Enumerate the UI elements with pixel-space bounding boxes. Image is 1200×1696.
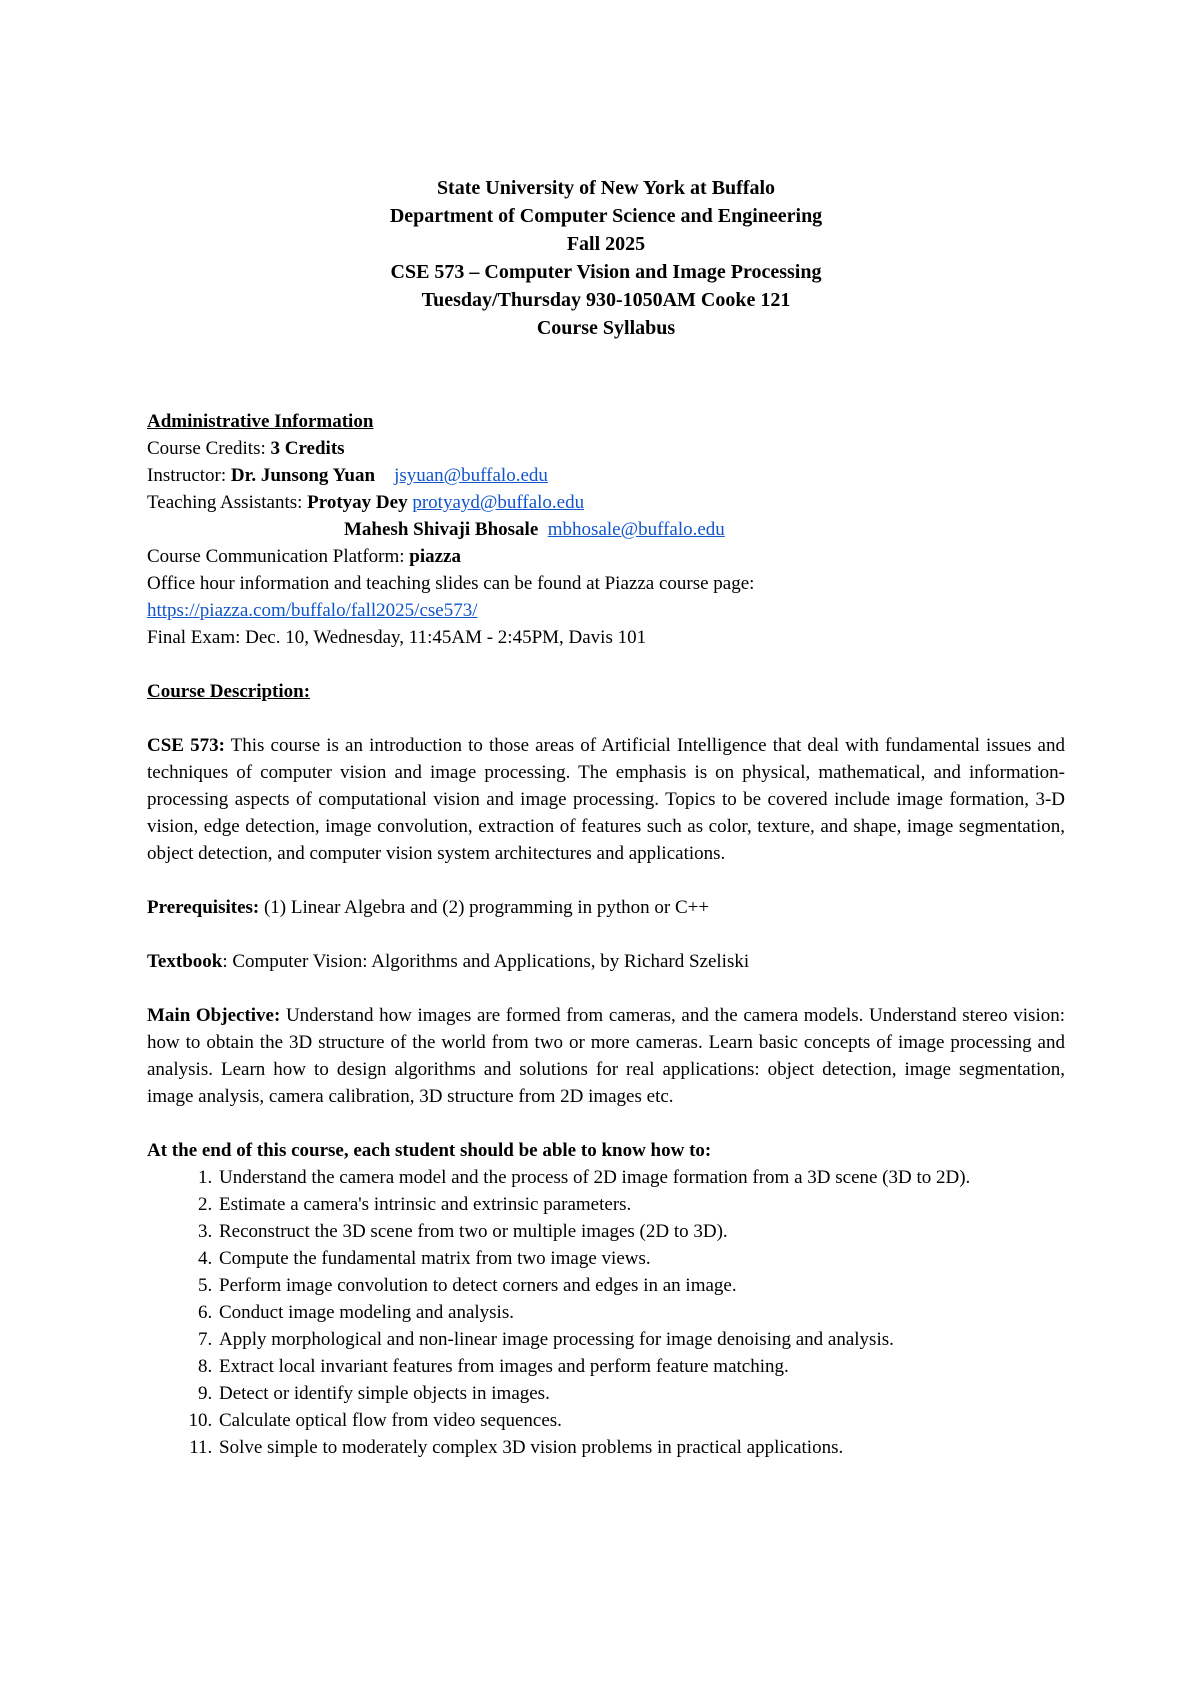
description-body: This course is an introduction to those areas of Artificial Intelligence that deal with fundamental issues and techniques of computer vision and image processing. The emphasis is on physical, mathematical, and information-processing aspects of computational vision and image processing. Topics to be covered include image formation, 3-D vision, edge detection, image convolution, extraction of features such as color, texture, and shape, image segmentation, object detection, and computer vision system architectures and applications.	[147, 735, 1065, 864]
list-item: 10. Calculate optical flow from video sequences.	[217, 1407, 1065, 1434]
university-name: State University of New York at Buffalo	[436, 177, 776, 199]
ta1-email-link[interactable]: protyayd@buffalo.edu	[412, 492, 585, 513]
ta-line-2	[147, 516, 1065, 543]
ta2-name: Mahesh Shivaji Bhosale	[344, 519, 539, 540]
platform-value: piazza	[409, 546, 461, 567]
outcomes-section	[147, 1137, 1065, 1461]
list-item: 2. Estimate a camera's intrinsic and extrinsic parameters.	[217, 1191, 1065, 1218]
instructor-email-link[interactable]: jsyuan@buffalo.edu	[394, 465, 548, 486]
course-title: CSE 573 – Computer Vision and Image Processing	[390, 261, 822, 283]
piazza-course-link[interactable]: https://piazza.com/buffalo/fall2025/cse573/	[147, 600, 478, 621]
textbook-label: Textbook	[147, 951, 223, 972]
description-lead: CSE 573:	[147, 735, 225, 756]
spacer	[147, 867, 1065, 894]
term: Fall 2025	[566, 233, 646, 255]
instructor-label: Instructor:	[147, 465, 231, 486]
department-name: Department of Computer Science and Engineering	[389, 205, 823, 227]
document-header	[147, 174, 1065, 342]
textbook-text: : Computer Vision: Algorithms and Applications, by Richard Szeliski	[222, 951, 750, 972]
ta2-email-link[interactable]: mbhosale@buffalo.edu	[547, 519, 725, 540]
instructor-line	[147, 462, 1065, 489]
objective-label: Main Objective:	[147, 1005, 281, 1026]
list-item: 6. Conduct image modeling and analysis.	[217, 1299, 1065, 1326]
spacer	[147, 975, 1065, 1002]
list-item: 7. Apply morphological and non-linear image processing for image denoising and analysis.	[217, 1326, 1065, 1353]
course-credits	[147, 435, 1065, 462]
office-hours-info: Office hour information and teaching slides can be found at Piazza course page:	[147, 573, 755, 594]
spacer	[147, 921, 1065, 948]
prerequisites-text: (1) Linear Algebra and (2) programming in python or C++	[259, 897, 710, 918]
administrative-section	[147, 408, 1065, 651]
communication-platform	[147, 543, 1065, 570]
syllabus-page	[147, 174, 1065, 1461]
list-item: 8. Extract local invariant features from images and perform feature matching.	[217, 1353, 1065, 1380]
list-item: 3. Reconstruct the 3D scene from two or multiple images (2D to 3D).	[217, 1218, 1065, 1245]
outcomes-heading: At the end of this course, each student should be able to know how to:	[147, 1140, 712, 1161]
class-schedule: Tuesday/Thursday 930-1050AM Cooke 121	[421, 289, 791, 311]
spacer	[147, 651, 1065, 678]
main-objective	[147, 1002, 1065, 1110]
description-heading: Course Description:	[147, 681, 311, 702]
ta1-name: Protyay Dey	[307, 492, 408, 513]
ta-label: Teaching Assistants:	[147, 492, 308, 513]
outcomes-list	[147, 1164, 1065, 1461]
prerequisites-label: Prerequisites:	[147, 897, 260, 918]
final-exam-info: Final Exam: Dec. 10, Wednesday, 11:45AM - 2:45PM, Davis 101	[147, 627, 647, 648]
list-item: 11. Solve simple to moderately complex 3D vision problems in practical applications.	[217, 1434, 1065, 1461]
administrative-heading: Administrative Information	[147, 411, 374, 432]
list-item: 9. Detect or identify simple objects in images.	[217, 1380, 1065, 1407]
list-item: 4. Compute the fundamental matrix from two image views.	[217, 1245, 1065, 1272]
instructor-name: Dr. Junsong Yuan	[230, 465, 376, 486]
objective-text: Understand how images are formed from cameras, and the camera models. Understand stereo vision: how to obtain the 3D structure of the world from two or more cameras. Learn basic concepts of image processing and analysis. Learn how to design algorithms and solutions for real applications: object detection, image segmentation, image analysis, camera calibration, 3D structure from 2D images etc.	[147, 1005, 1065, 1107]
ta-line-1	[147, 489, 1065, 516]
spacer	[147, 1110, 1065, 1137]
description-section	[147, 678, 1065, 867]
textbook	[147, 948, 1065, 975]
description-paragraph	[147, 732, 1065, 867]
prerequisites	[147, 894, 1065, 921]
document-title: Course Syllabus	[536, 317, 676, 339]
spacer	[147, 705, 1065, 732]
credits-label: Course Credits:	[147, 438, 271, 459]
platform-label: Course Communication Platform:	[147, 546, 410, 567]
piazza-line	[147, 597, 1065, 624]
list-item: 1. Understand the camera model and the process of 2D image formation from a 3D scene (3D to 2D).	[217, 1164, 1065, 1191]
list-item: 5. Perform image convolution to detect corners and edges in an image.	[217, 1272, 1065, 1299]
credits-value: 3 Credits	[270, 438, 345, 459]
